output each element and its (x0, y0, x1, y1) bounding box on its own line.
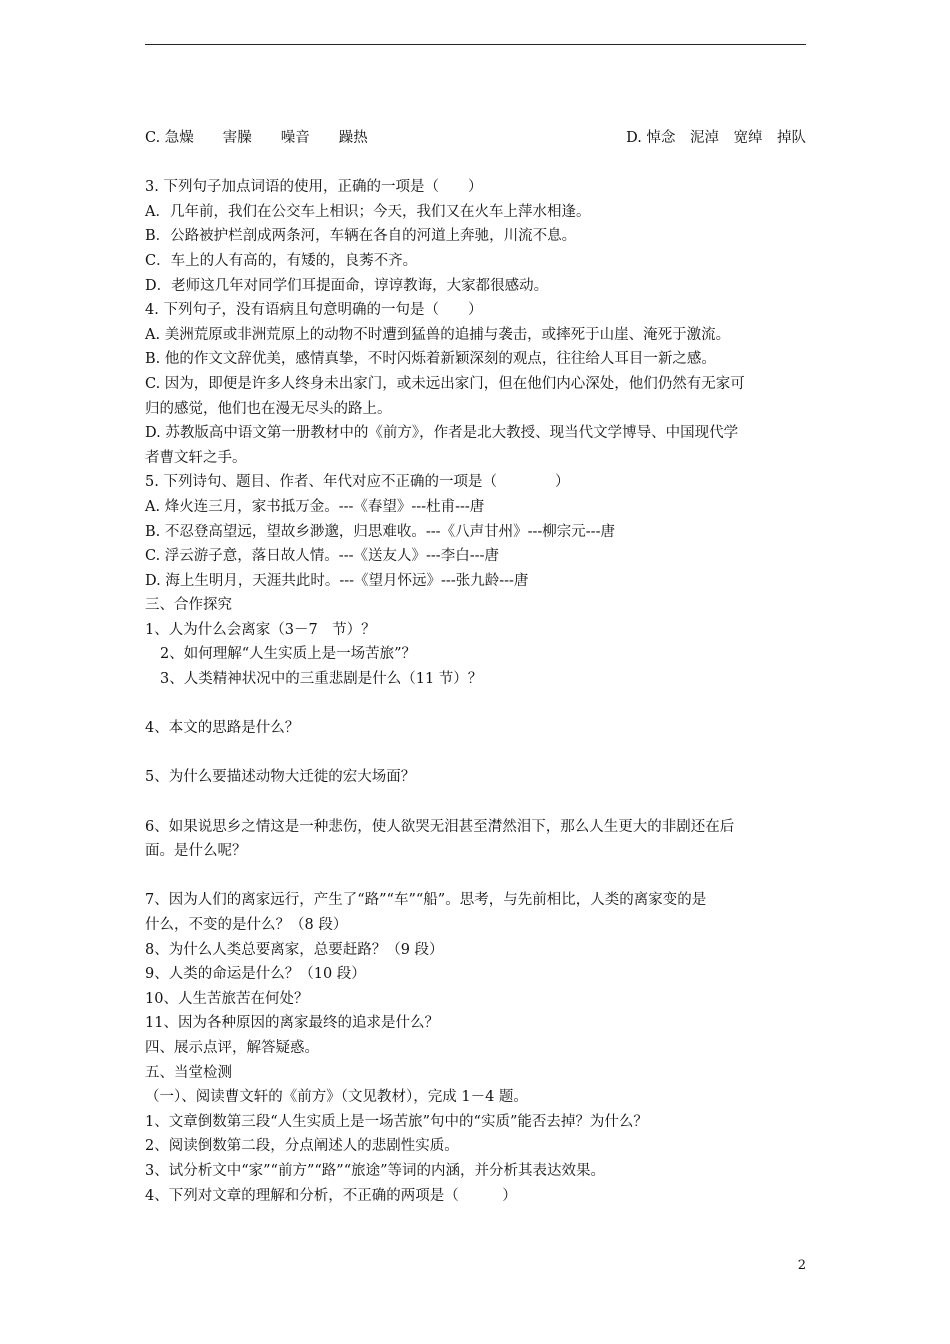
question-4-option-b: B. 他的作文文辞优美，感情真挚，不时闪烁着新颖深刻的观点，往往给人耳目一新之感。 (145, 351, 716, 368)
explore-q6-cont: 面。是什么呢？ (145, 843, 247, 860)
section-4-heading: 四、展示点评，解答疑惑。 (145, 1039, 319, 1056)
question-4-option-a: A. 美洲荒原或非洲荒原上的动物不时遭到猛兽的追捕与袭击，或摔死于山崖、淹死于激流。 (145, 326, 731, 343)
document-body (145, 126, 806, 1208)
question-4-option-c: C. 因为，即便是许多人终身未出家门，或未远出家门，但在他们内心深处，他们仍然有无家可 (145, 375, 745, 392)
test-q4: 4、下列对文章的理解和分析，不正确的两项是（ ） (145, 1187, 517, 1204)
explore-q3: 3、人类精神状况中的三重悲剧是什么（11 节）？ (160, 671, 483, 688)
question-3-option-c: C．车上的人有高的，有矮的，良莠不齐。 (145, 252, 418, 269)
question-4-option-d-cont: 者曹文轩之手。 (145, 449, 247, 466)
blank-line (145, 741, 806, 766)
explore-q7-cont: 什么，不变的是什么？（8 段） (145, 917, 348, 933)
blank-line (145, 864, 806, 889)
reading-subheading: （一）、阅读曹文轩的《前方》（文见教材），完成 1－4 题。 (145, 1089, 528, 1106)
question-3-option-d: D．老师这几年对同学们耳提面命，谆谆教诲，大家都很感动。 (145, 277, 549, 294)
test-q2: 2、阅读倒数第二段，分点阐述人的悲剧性实质。 (145, 1138, 459, 1155)
question-5: 5. 下列诗句、题目、作者、年代对应不正确的一项是（ ） (145, 474, 570, 491)
explore-q7: 7、因为人们的离家远行，产生了“路”“车”“船”。思考，与先前相比，人类的离家变的是 (145, 892, 707, 909)
option-c: C. 急燥 害臊 噪音 躁热 (145, 130, 368, 146)
explore-q11: 11、因为各种原因的离家最终的追求是什么？ (145, 1015, 439, 1032)
header-rule (145, 44, 806, 45)
option-d: D. 悼念 泥淖 宽绰 掉队 (626, 130, 806, 146)
question-3-option-a: A．几年前，我们在公交车上相识；今天，我们又在火车上萍水相逢。 (145, 203, 591, 220)
page-number: 2 (797, 1258, 806, 1273)
question-5-option-b: B. 不忍登高望远，望故乡渺邈，归思难收。---《八声甘州》---柳宗元---唐 (145, 523, 615, 540)
blank-line (145, 692, 806, 717)
section-5-heading: 五、当堂检测 (145, 1064, 232, 1081)
question-3-option-b: B．公路被护栏剖成两条河，车辆在各自的河道上奔驰，川流不息。 (145, 228, 577, 245)
test-q1: 1、文章倒数第三段“人生实质上是一场苦旅”句中的“实质”能否去掉？为什么？ (145, 1113, 648, 1130)
question-3: 3. 下列句子加点词语的使用，正确的一项是（ ） (145, 179, 483, 196)
explore-q5: 5、为什么要描述动物大迁徙的宏大场面？ (145, 769, 416, 786)
test-q3: 3、试分析文中“家”“前方”“路”“旅途”等词的内涵，并分析其表达效果。 (145, 1162, 606, 1179)
question-4-option-c-cont: 归的感觉，他们也在漫无尽头的路上。 (145, 400, 392, 417)
explore-q6: 6、如果说思乡之情这是一种悲伤，使人欲哭无泪甚至潸然泪下，那么人生更大的非剧还在后 (145, 818, 735, 835)
explore-q9: 9、人类的命运是什么？（10 段） (145, 966, 366, 983)
question-5-option-d: D. 海上生明月，天涯共此时。---《望月怀远》---张九龄---唐 (145, 572, 529, 589)
explore-q10: 10、人生苦旅苦在何处？ (145, 990, 309, 1007)
blank-line (145, 151, 806, 176)
explore-q8: 8、为什么人类总要离家，总要赶路？（9 段） (145, 941, 444, 958)
question-4: 4. 下列句子，没有语病且句意明确的一句是（ ） (145, 302, 483, 319)
options-row (145, 126, 806, 151)
question-5-option-c: C. 浮云游子意，落日故人情。---《送友人》---李白---唐 (145, 548, 499, 565)
blank-line (145, 790, 806, 815)
explore-q1: 1、人为什么会离家（3－7 节）？ (145, 621, 376, 638)
question-5-option-a: A. 烽火连三月，家书抵万金。---《春望》---杜甫---唐 (145, 498, 485, 515)
explore-q2: 2、如何理解“人生实质上是一场苦旅”？ (160, 646, 417, 663)
explore-q4: 4、本文的思路是什么？ (145, 720, 300, 737)
section-3-heading: 三、合作探究 (145, 597, 232, 614)
question-4-option-d: D. 苏教版高中语文第一册教材中的《前方》，作者是北大教授、现当代文学博导、中国现代学 (145, 425, 739, 442)
